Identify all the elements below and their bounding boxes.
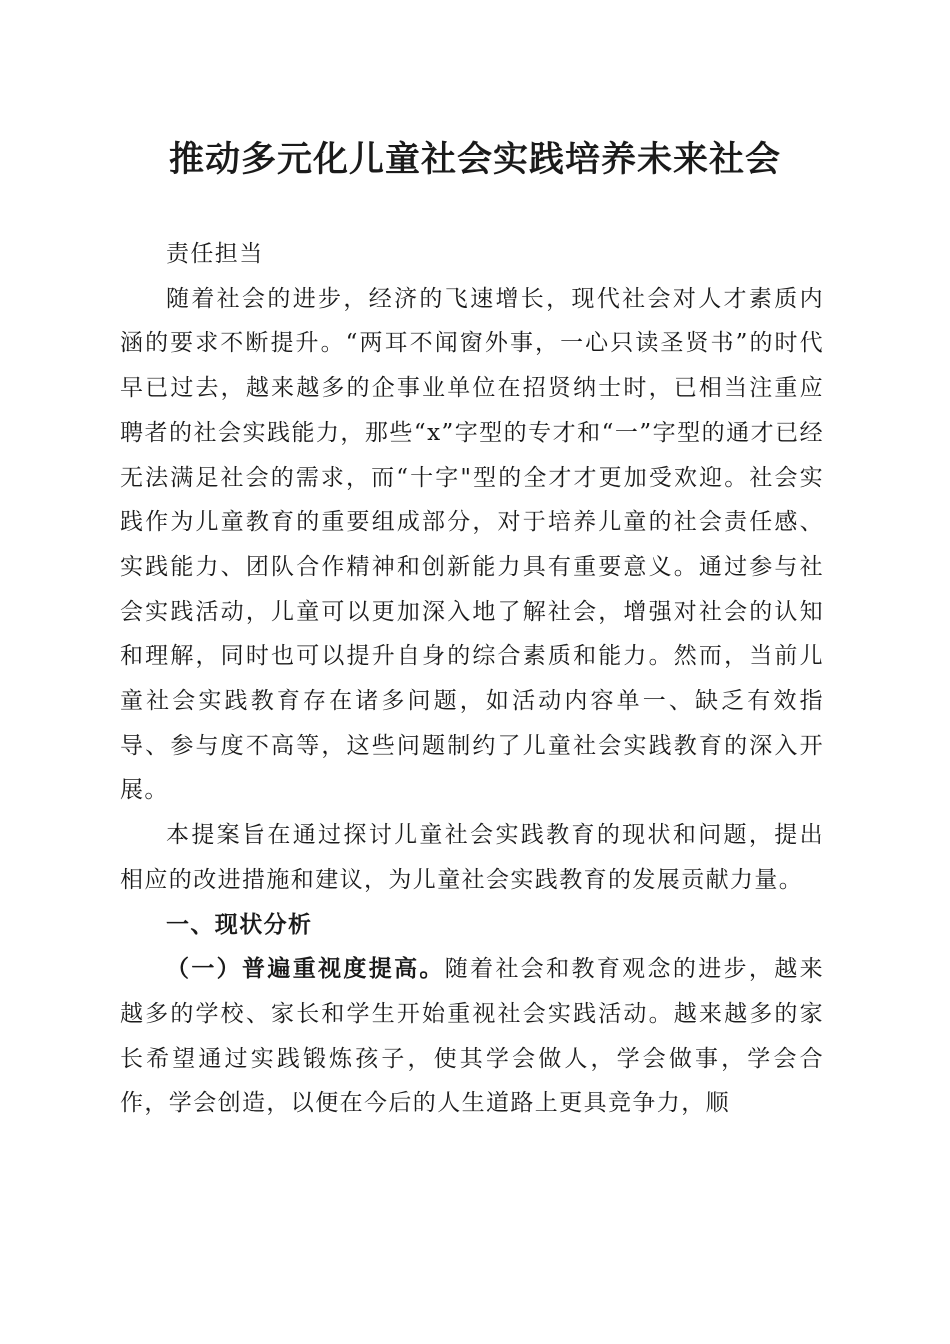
subsection-lead: （一）普遍重视度提高。 [166,955,445,983]
subsection-paragraph [120,947,824,1126]
paragraph-intro: 随着社会的进步，经济的飞速增长，现代社会对人才素质内涵的要求不断提升。“两耳不闻窗外事，一心只读圣贤书”的时代早已过去，越来越多的企事业单位在招贤纳士时，已相当注重应聘者的社会实践能力，那些“x”字型的专才和“一”字型的通才已经无法满足社会的需求，而“十字"型的全才才更加受欢迎。社会实践作为儿童教育的重要组成部分，对于培养儿童的社会责任感、实践能力、团队合作精神和创新能力具有重要意义。通过参与社会实践活动，儿童可以更加深入地了解社会，增强对社会的认知和理解，同时也可以提升自身的综合素质和能力。然而，当前儿童社会实践教育存在诸多问题，如活动内容单一、缺乏有效指导、参与度不高等，这些问题制约了儿童社会实践教育的深入开展。 [120,285,824,804]
section-heading: 一、现状分析 [166,911,313,938]
document-title: 推动多元化儿童社会实践培养未来社会 [168,140,781,180]
subsection-text: 随着社会和教育观念的进步，越来越多的学校、家长和学生开始重视社会实践活动。越来越多的家长希望通过实践锻炼孩子，使其学会做人，学会做事，学会合作，学会创造，以便在今后的人生道路上更具竞争力，顺 [120,956,824,1117]
document-body [120,232,824,1126]
paragraph-proposal: 本提案旨在通过探讨儿童社会实践教育的现状和问题，提出相应的改进措施和建议，为儿童社会实践教育的发展贡献力量。 [120,822,824,893]
byline: 责任担当 [166,241,264,267]
